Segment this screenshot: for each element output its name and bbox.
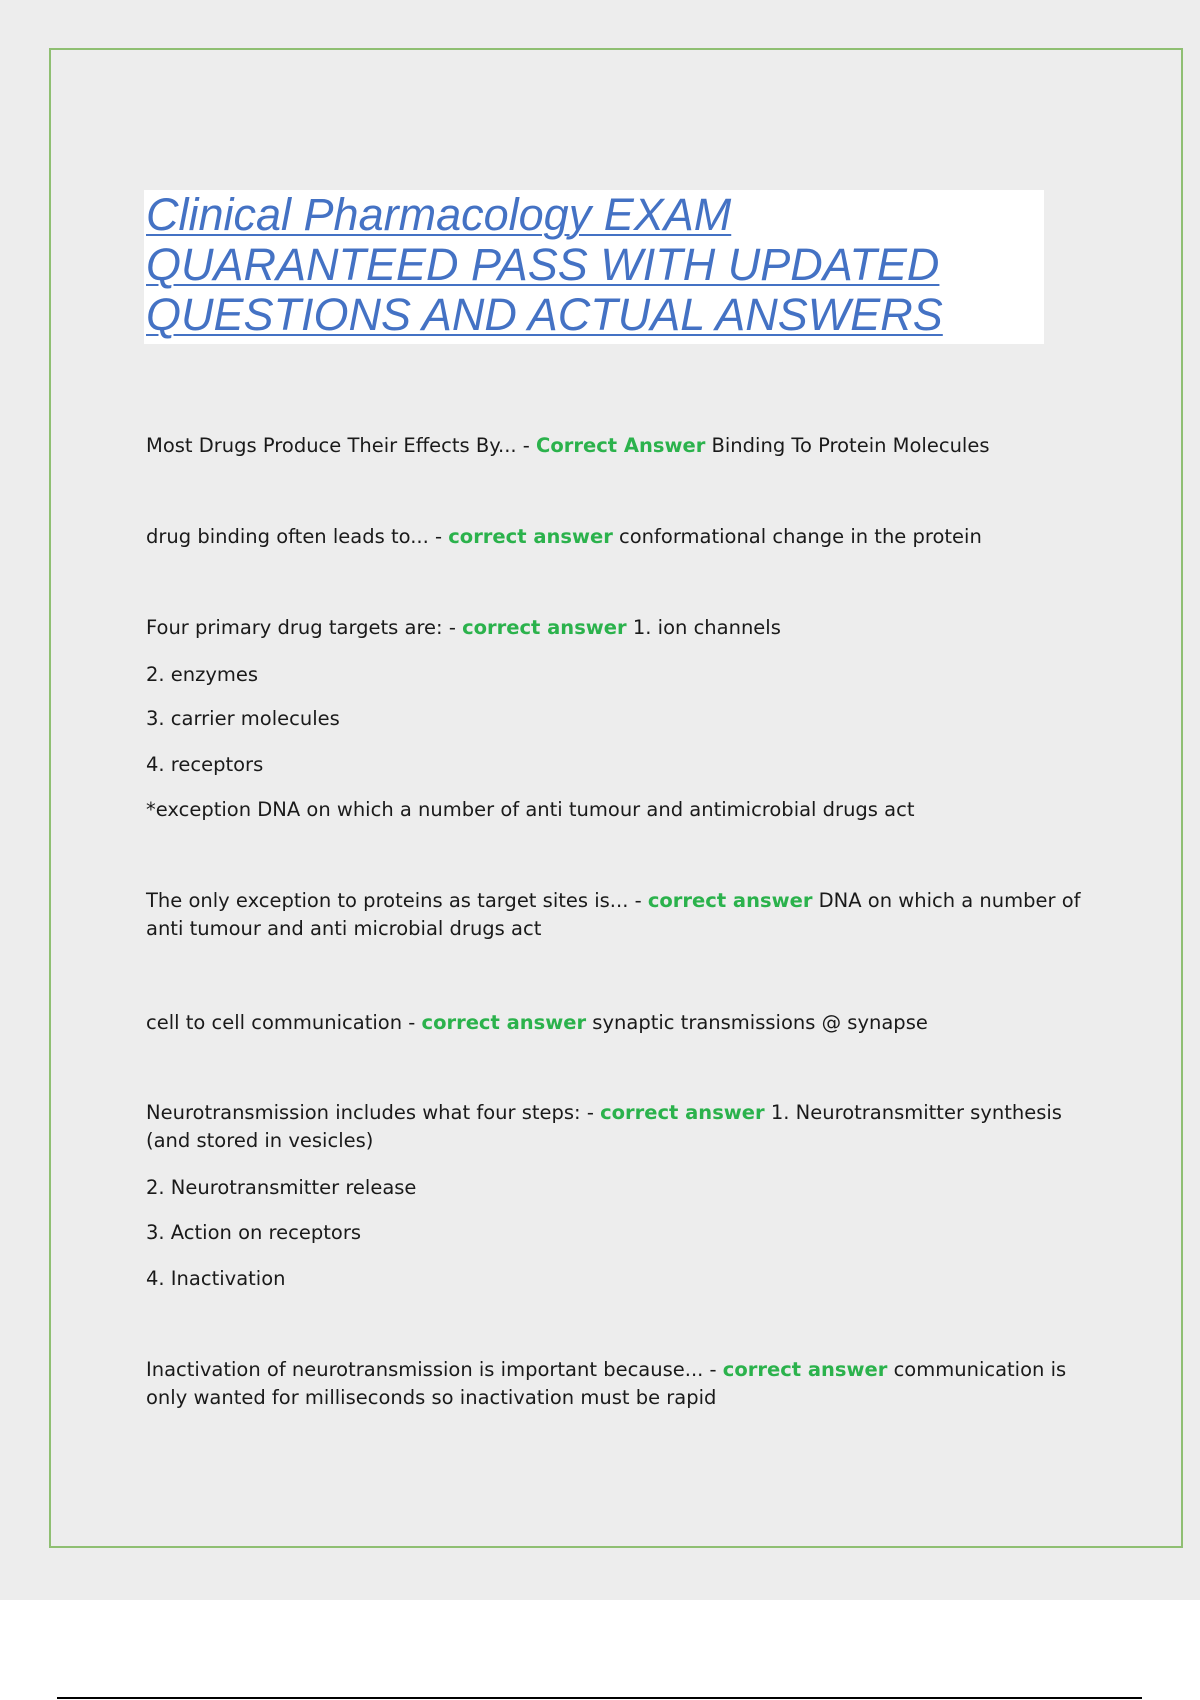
qa-item (146, 887, 1096, 943)
answer-text: synaptic transmissions @ synapse (586, 1011, 928, 1034)
title-line-3: QUESTIONS AND ACTUAL ANSWERS (146, 289, 943, 340)
document-title (144, 190, 1044, 340)
qa-item (146, 1009, 1096, 1037)
question-text: cell to cell communication - (146, 1011, 422, 1034)
answer-label: correct answer (421, 1011, 587, 1034)
answer-text: conformational change in the protein (612, 525, 982, 548)
list-item: 3. carrier molecules (146, 707, 340, 730)
answer-text: 1. Neurotransmitter synthesis (and stored in vesicles) (146, 1101, 1062, 1152)
question-text: Most Drugs Produce Their Effects By... - (146, 434, 537, 457)
qa-item (146, 614, 1096, 642)
list-item: *exception DNA on which a number of anti tumour and antimicrobial drugs act (146, 798, 915, 821)
question-text: Inactivation of neurotransmission is important because... - (146, 1358, 723, 1381)
question-text: Neurotransmission includes what four steps: - (146, 1101, 601, 1124)
answer-label: Correct Answer (536, 434, 706, 457)
answer-text: 1. ion channels (626, 616, 781, 639)
question-text: drug binding often leads to... - (146, 525, 449, 548)
title-line-2: QUARANTEED PASS WITH UPDATED (146, 239, 940, 290)
list-item: 4. receptors (146, 753, 264, 776)
answer-label: correct answer (600, 1101, 765, 1124)
title-line-1: Clinical Pharmacology EXAM (146, 189, 732, 240)
answer-label: correct answer (462, 616, 627, 639)
list-item: 2. enzymes (146, 663, 259, 686)
answer-label: correct answer (722, 1358, 888, 1381)
answer-text: Binding To Protein Molecules (705, 434, 990, 457)
list-item: 2. Neurotransmitter release (146, 1176, 417, 1199)
list-item: 4. Inactivation (146, 1267, 286, 1290)
answer-text: communication is only wanted for milliseconds so inactivation must be rapid (146, 1358, 1067, 1409)
title-block (144, 190, 1044, 344)
answer-label: correct answer (647, 889, 813, 912)
qa-item (146, 523, 1096, 551)
answer-text: DNA on which a number of anti tumour and anti microbial drugs act (146, 889, 1081, 940)
question-text: Four primary drug targets are: - (146, 616, 463, 639)
qa-item (146, 432, 1096, 460)
qa-item (146, 1356, 1096, 1412)
bottom-rule (57, 1697, 1142, 1699)
question-text: The only exception to proteins as target sites is... - (146, 889, 648, 912)
answer-label: correct answer (448, 525, 613, 548)
qa-item (146, 1099, 1096, 1155)
list-item: 3. Action on receptors (146, 1221, 361, 1244)
